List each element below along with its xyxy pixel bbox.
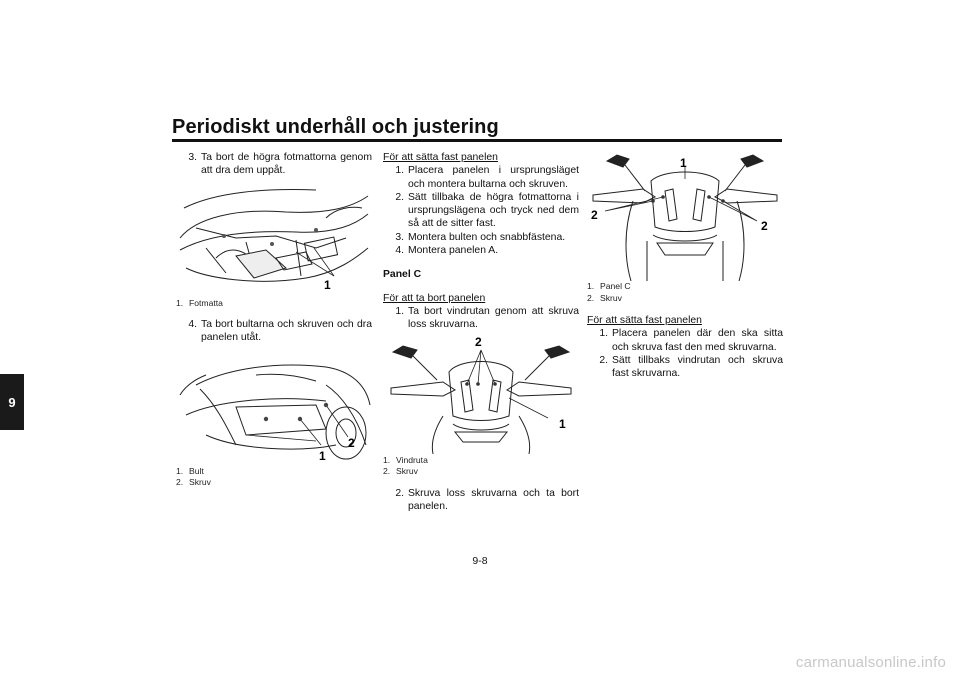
windshield-illustration (383, 332, 579, 454)
install-step-2: 2. Sätt tillbaka de högra fotmattorna i ursprungslägena och tryck ned dem så att de sitter fast. (395, 191, 579, 230)
watermark: carmanualsonline.info (795, 654, 946, 671)
remove-step-1: 1. Ta bort vindrutan genom att skruva loss skruvarna. (395, 305, 579, 331)
install-heading-c: För att sätta fast panelen (587, 315, 702, 326)
fig4-caption: 1. Panel C 2. Skruv (587, 281, 631, 303)
page-number: 9-8 (472, 555, 488, 567)
remove-step-2: 2. Skruva loss skruvarna och ta bort panelen. (395, 487, 579, 512)
panel-bolts-illustration (176, 345, 372, 465)
panel-c-illustration (587, 151, 783, 281)
fig4-callout-2-left: 2 (591, 208, 598, 222)
column-2 (383, 151, 579, 513)
fig1-caption: 1. Fotmatta (176, 297, 223, 308)
step-3: 3. Ta bort de högra fotmattorna genom att dra dem uppåt. (188, 152, 372, 177)
fig3-caption: 1. Vindruta 2. Skruv (383, 454, 428, 477)
page-title: Periodiskt underhåll och justering (172, 116, 499, 138)
install-c-step-2: 2. Sätt tillbaks vindrutan och skruva fast skruvarna. (599, 354, 783, 380)
fig2-callout-2: 2 (348, 435, 355, 450)
fig1-callout-1: 1 (324, 277, 331, 292)
column-1 (176, 151, 372, 489)
install-step-4: 4. Montera panelen A. (395, 245, 499, 257)
footrest-mat-illustration (176, 178, 372, 296)
install-heading: För att sätta fast panelen (383, 152, 498, 163)
title-rule (172, 139, 782, 142)
fig3-callout-1: 1 (559, 416, 566, 431)
install-step-1: 1. Placera panelen i ursprungsläget och montera bultarna och skruven. (395, 165, 579, 190)
column-3 (587, 151, 783, 380)
fig4-callout-1: 1 (680, 156, 687, 170)
fig2-callout-1: 1 (319, 448, 326, 463)
panel-c-heading: Panel C (383, 269, 422, 281)
install-c-step-1: 1. Placera panelen där den ska sitta och skruva fast den med skruvarna. (599, 328, 783, 353)
chapter-tab: 9 (0, 374, 24, 430)
fig4-callout-2-right: 2 (761, 219, 768, 233)
fig3-callout-2: 2 (475, 334, 482, 349)
install-step-3: 3. Montera bulten och snabbfästena. (395, 231, 566, 243)
step-4: 4. Ta bort bultarna och skruven och dra panelen utåt. (188, 319, 372, 344)
remove-heading: För att ta bort panelen (383, 292, 486, 304)
fig2-caption: 1. Bult 2. Skruv (176, 465, 211, 488)
